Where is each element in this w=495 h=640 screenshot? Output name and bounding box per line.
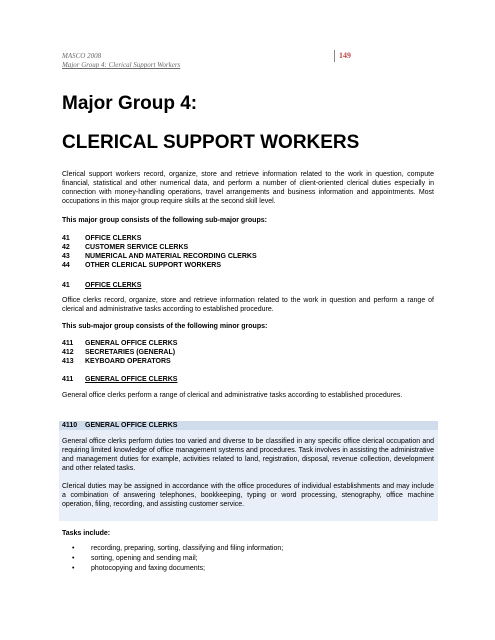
group-code: 411 — [62, 340, 74, 347]
group-name: GENERAL OFFICE CLERKS — [85, 340, 178, 347]
section-411-heading — [62, 376, 177, 383]
section-code: 411 — [62, 376, 74, 383]
group-name: OFFICE CLERKS — [85, 235, 142, 242]
section-4110-heading — [62, 422, 177, 429]
group-code: 412 — [62, 349, 74, 356]
tasks-heading: Tasks include: — [62, 530, 111, 537]
page-subtitle: CLERICAL SUPPORT WORKERS — [62, 132, 360, 153]
list-item — [62, 348, 177, 357]
task-text: sorting, opening and sending mail; — [91, 555, 198, 562]
list-item — [62, 243, 257, 252]
page-number: 149 — [334, 50, 351, 62]
page-title: Major Group 4: — [62, 93, 198, 114]
group-code: 41 — [62, 235, 70, 242]
list-item — [62, 234, 257, 243]
task-text: photocopying and faxing documents; — [91, 565, 206, 572]
group-code: 413 — [62, 358, 74, 365]
minor-group-list — [62, 339, 177, 366]
minor-heading: This sub-major group consists of the following minor groups: — [62, 323, 268, 330]
task-text: recording, preparing, sorting, classifying and filing information; — [91, 545, 284, 552]
list-item — [62, 564, 283, 574]
group-name: KEYBOARD OPERATORS — [85, 358, 171, 365]
group-code: 43 — [62, 253, 70, 260]
section-name: GENERAL OFFICE CLERKS — [85, 422, 178, 429]
section-code: 41 — [62, 282, 70, 289]
list-item — [62, 544, 283, 554]
section-name: OFFICE CLERKS — [85, 282, 142, 289]
header-line-1: MASCO 2008 — [62, 52, 102, 60]
submajor-heading: This major group consists of the following sub-major groups: — [62, 217, 267, 224]
tasks-list — [62, 544, 283, 574]
bullet-icon: • — [72, 545, 75, 552]
group-name: NUMERICAL AND MATERIAL RECORDING CLERKS — [85, 253, 257, 260]
group-name: CUSTOMER SERVICE CLERKS — [85, 244, 189, 251]
header-line-2: Major Group 4: Clerical Support Workers — [62, 61, 181, 69]
list-item — [62, 252, 257, 261]
group-name: OTHER CLERICAL SUPPORT WORKERS — [85, 262, 221, 269]
section-4110-description: General office clerks perform duties too varied and diverse to be classified in any specific office clerical occupation and requiring limited knowledge of office management systems and procedures. Task involves in assisting the administrative and management duties for example, activities related to land, registration, disposal, revenue collection, development and other related tasks. — [62, 438, 434, 472]
list-item — [62, 261, 257, 270]
group-code: 42 — [62, 244, 70, 251]
submajor-group-list — [62, 234, 257, 270]
group-code: 44 — [62, 262, 70, 269]
section-name: GENERAL OFFICE CLERKS — [85, 376, 178, 383]
intro-paragraph: Clerical support workers record, organize, store and retrieve information related to the work in question, compute financial, statistical and other numerical data, and perform a number of client-oriented clerical duties especially in connection with money-handling operations, travel arrangements and business information and appointments. Most occupations in this major group require skills at the second skill level. — [62, 171, 434, 205]
group-name: SECRETARIES (GENERAL) — [85, 349, 176, 356]
bullet-icon: • — [72, 555, 75, 562]
section-41-description: Office clerks record, organize, store and retrieve information related to the work in question and perform a range of clerical and administrative tasks according to established procedure. — [62, 297, 434, 313]
section-code: 4110 — [62, 422, 78, 429]
list-item — [62, 554, 283, 564]
section-4110-description-2: Clerical duties may be assigned in accordance with the office procedures of individual establishments and may include a combination of answering telephones, bookkeeping, typing or word processing, stenography, office machine operation, filing, recording, and assisting customer service. — [62, 483, 434, 508]
running-header — [62, 52, 180, 70]
list-item — [62, 357, 177, 366]
section-41-heading — [62, 282, 141, 289]
section-411-description: General office clerks perform a range of clerical and administrative tasks according to established procedures. — [62, 392, 403, 399]
bullet-icon: • — [72, 565, 75, 572]
list-item — [62, 339, 177, 348]
